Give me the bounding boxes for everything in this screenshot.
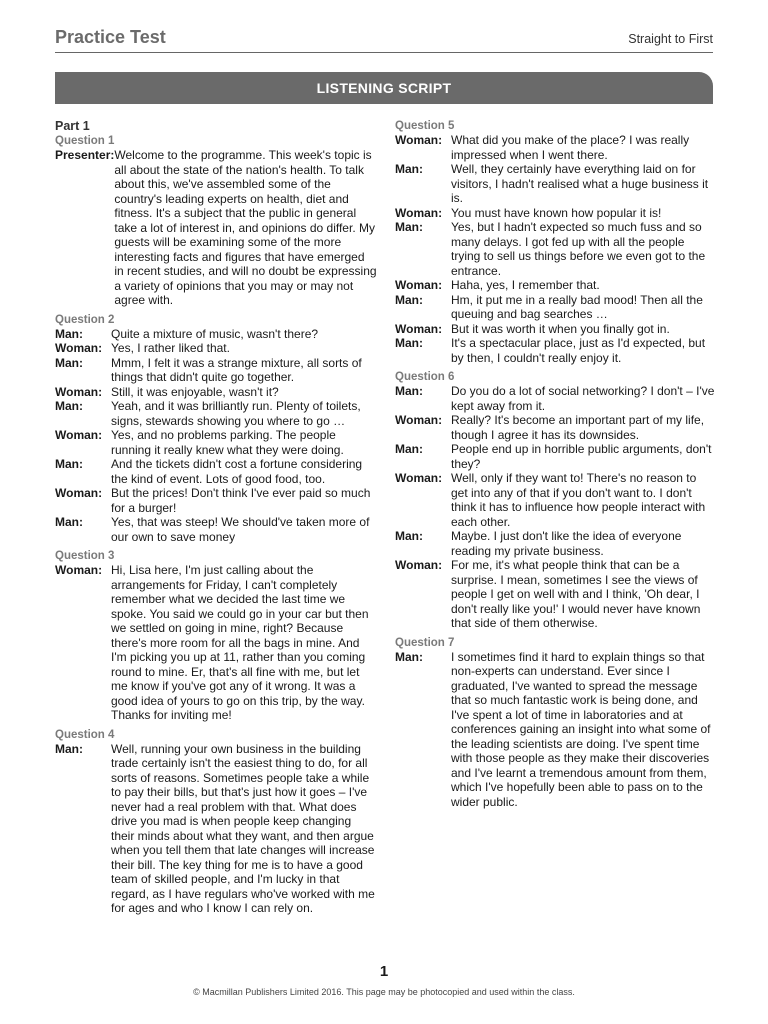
dialogue-line [395,650,715,810]
dialogue-text: People end up in horrible public arguments, don't they? [451,442,712,471]
speaker-label: Woman: [395,558,443,572]
dialogue-text: Maybe. I just don't like the idea of everyone reading my private business. [451,529,682,558]
speaker-label: Woman: [395,205,443,220]
dialogue-line [395,162,715,206]
dialogue-line [395,529,715,558]
speaker-label: Woman: [395,133,443,147]
speaker-label: Woman: [55,341,103,355]
dialogue-line [55,428,377,457]
speaker-label: Man: [395,220,423,234]
speaker-label: Man: [395,292,423,307]
dialogue-text: Yes, I rather liked that. [111,341,230,355]
dialogue-line [55,341,377,356]
dialogue-line [395,336,715,365]
question-block [55,728,377,916]
speaker-label: Man: [55,326,83,341]
dialogue-text: Hm, it put me in a really bad mood! Then all the queuing and bag searches … [451,292,703,321]
dialogue-text: What did you make of the place? I was really impressed when I went there. [451,133,690,162]
speaker-label: Woman: [55,486,103,500]
question-label: Question 6 [395,371,455,383]
speaker-label: Man: [55,399,83,413]
question-label: Question 1 [55,135,115,147]
speaker-label: Woman: [395,471,443,485]
part-label: Part 1 [55,119,90,133]
dialogue-text: Yes, that was steep! We should've taken more of our own to save money [111,515,370,544]
speaker-label: Man: [395,649,423,664]
dialogue-text: Yeah, and it was brilliantly run. Plenty of toilets, signs, stewards showing you where to go … [111,399,361,428]
dialogue-line [395,413,715,442]
speaker-label: Man: [55,457,83,471]
dialogue-text: Still, it was enjoyable, wasn't it? [111,384,279,399]
dialogue-line [55,327,377,342]
question-block [395,370,715,631]
speaker-label: Man: [395,336,423,350]
dialogue-text: Yes, but I hadn't expected so much fuss and so many delays. I got fed up with all the people trying to sell us things before we even got to the entrance. [451,220,706,278]
section-banner: LISTENING SCRIPT [55,72,713,104]
dialogue-text: Welcome to the programme. This week's topic is all about the state of the nation's health. To talk about this, we've assembled some of the country's leading experts on health, diet and fitness. It's a subject that the public in general take a lot of interest in, and opinions do differ. My guests will be examining some of the more interesting facts and figures that have emerged in recent studies, and will no doubt be expressing a variety of opinions that you may or may not agree with. [114,148,377,307]
dialogue-text: You must have known how popular it is! [451,205,662,220]
speaker-label: Presenter: [55,148,115,162]
dialogue-text: Quite a mixture of music, wasn't there? [111,326,319,341]
question-block [395,636,715,810]
dialogue-line [395,442,715,471]
dialogue-text: Well, running your own business in the building trade certainly isn't the easiest thing to do, for all sorts of reasons. Sometimes people take a while to pay their bills, but that's just how it goes – I've never had a real problem with that. What does drive you mad is when people keep changing their minds about what they want, and then argue when you tell them that late changes will increase their bill. The key thing for me is to have a good team of skilled people, and I'm lucky in that regard, as I have regulars who've worked with me for ages and who I know I can rely on. [111,741,375,915]
speaker-label: Man: [395,384,423,398]
dialogue-text: Do you do a lot of social networking? I don't – I've kept away from it. [451,384,715,413]
dialogue-text: But the prices! Don't think I've ever paid so much for a burger! [111,486,371,515]
dialogue-line [395,133,715,162]
dialogue-text: For me, it's what people think that can be a surprise. I mean, sometimes I see the views of people I get on well with and I think, 'Oh dear, I don't really like you!' I would never have known that side of them otherwise. [451,558,701,630]
dialogue-text: It's a spectacular place, just as I'd expected, but by then, I couldn't really enjoy it. [451,336,706,365]
dialogue-line [55,515,377,544]
question-label: Question 4 [55,728,115,741]
question-label: Question 7 [395,636,455,649]
question-label: Question 2 [55,313,115,326]
header-divider [55,52,713,53]
page-title: Practice Test [55,27,166,47]
left-questions [55,134,377,916]
dialogue-line [395,322,715,337]
speaker-label: Woman: [395,413,443,427]
dialogue-text: Haha, yes, I remember that. [451,278,600,292]
dialogue-text: But it was worth it when you finally got in. [451,321,670,336]
speaker-label: Woman: [55,563,103,577]
dialogue-line [395,384,715,413]
question-block [55,549,377,723]
dialogue-text: Mmm, I felt it was a strange mixture, all sorts of things that didn't quite go together. [111,355,362,384]
dialogue-line [395,206,715,221]
question-block [395,119,715,365]
question-block [55,313,377,545]
dialogue-line [55,356,377,385]
speaker-label: Woman: [55,428,103,442]
dialogue-line [55,385,377,400]
speaker-label: Man: [55,355,83,370]
dialogue-line [395,220,715,278]
speaker-label: Woman: [55,384,103,399]
right-column [395,119,715,814]
dialogue-line [395,278,715,293]
page-header [55,26,713,54]
book-title: Straight to First [628,32,713,46]
dialogue-line [55,148,377,308]
question-block [55,134,377,308]
right-questions [395,119,715,809]
speaker-label: Woman: [395,321,443,336]
dialogue-text: I sometimes find it hard to explain things so that non-experts can understand. Ever since I graduated, I've wanted to spread the message that so much fantastic work is being done, and I've spent a lot of time in laboratories and at conferences gaining an insight into what some of the leading scientists are doing. I've spent time with those people as they make their discoveries and I've learnt a tremendous amount from them, which I've hopefully been able to pass on to the wider public. [451,649,711,809]
dialogue-line [395,293,715,322]
speaker-label: Woman: [395,278,443,292]
dialogue-line [55,457,377,486]
page-number: 1 [379,963,389,980]
dialogue-text: Well, they certainly have everything laid on for visitors, I hadn't realised what a huge business it is. [451,162,709,205]
question-label: Question 3 [55,550,115,562]
speaker-label: Man: [395,442,423,456]
dialogue-text: Hi, Lisa here, I'm just calling about the arrangements for Friday, I can't completely remember what we decided the last time we spoke. You said we could go in your car but then we settled on going in mine, right? Because there's more room for all the bags in mine. And I'm picking you up at 11, rather than you coming round to mine. Er, that's all fine with me, but let me know if you've got any of it wrong. It was a good idea of yours to go on this trip, by the way. Thanks for inviting me! [111,563,369,722]
copyright-notice: © Macmillan Publishers Limited 2016. This page may be photocopied and used within the class. [193,987,575,997]
dialogue-line [55,399,377,428]
dialogue-text: Well, only if they want to! There's no reason to get into any of that if you don't want to. I don't think it has to influence how people interact with each other. [451,471,706,529]
dialogue-line [55,742,377,916]
dialogue-line [395,558,715,631]
dialogue-text: Yes, and no problems parking. The people running it really knew what they were doing. [111,428,344,457]
speaker-label: Man: [55,741,83,756]
question-label: Question 5 [395,120,455,132]
dialogue-text: Really? It's become an important part of my life, though I agree it has its downsides. [451,413,705,442]
speaker-label: Man: [55,515,83,529]
dialogue-line [55,486,377,515]
dialogue-line [395,471,715,529]
dialogue-text: And the tickets didn't cost a fortune considering the kind of event. Lots of good food, too. [111,457,363,486]
speaker-label: Man: [395,162,423,176]
left-column [55,119,377,921]
speaker-label: Man: [395,529,423,543]
dialogue-line [55,563,377,723]
